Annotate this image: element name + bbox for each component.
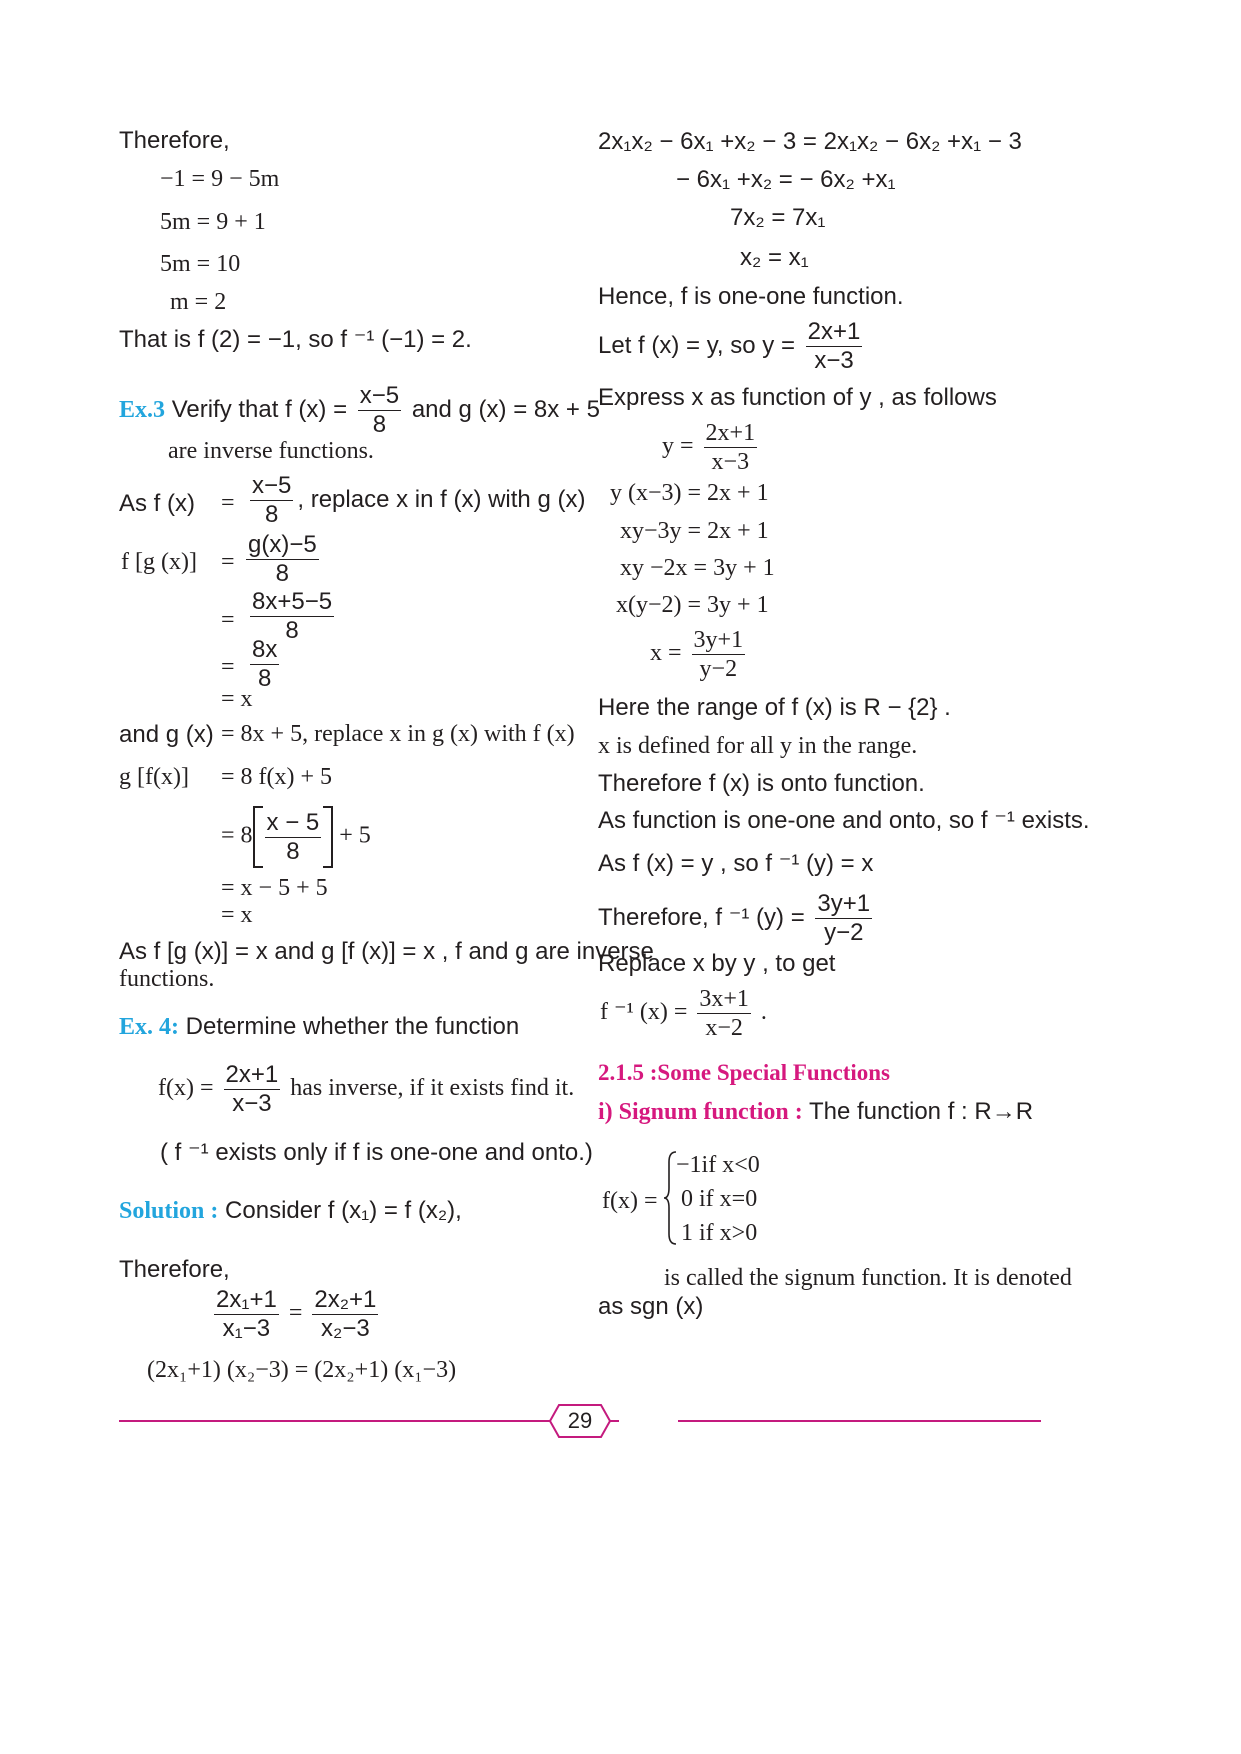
fraction-numerator: x−5 [359, 382, 400, 409]
fraction-denominator: 8 [258, 665, 272, 692]
equals-sign: = [221, 549, 235, 575]
solution-text: Consider f (x₁) = f (x₂), [225, 1197, 462, 1224]
therefore-text: Therefore, [119, 127, 230, 154]
gfx-label: g [f(x)] [119, 764, 189, 790]
expansion-line: 2x₁x₂ − 6x₁ +x₂ − 3 = 2x₁x₂ − 6x₂ +x₁ − 3 [598, 128, 1022, 155]
piecewise-fx: f(x) = [602, 1188, 658, 1214]
rhs-fraction [312, 1288, 378, 1341]
fraction-denominator: 8 [275, 560, 290, 587]
equals-sign: = [221, 490, 235, 516]
and-gx-rhs: = 8x + 5, replace x in g (x) with f (x) [221, 721, 575, 747]
ex3-label: Ex.3 [119, 396, 166, 423]
fraction-denominator: x−3 [711, 449, 750, 475]
gfx-step-fraction [265, 808, 322, 865]
ex3-fraction [358, 384, 401, 437]
exists-text: As function is one-one and onto, so f ⁻¹ exists. [598, 807, 1090, 834]
conclusion-line-b: functions. [119, 966, 215, 992]
fraction-numerator: 2x+1 [807, 318, 861, 345]
defined-text: x is defined for all y in the range. [598, 733, 918, 759]
y-equation [662, 421, 761, 474]
asfx-tail: , replace x in f (x) with g (x) [297, 485, 586, 513]
page-number-badge [549, 1404, 611, 1438]
equation-line: 5m = 10 [160, 251, 241, 277]
therefore-finv-fraction [815, 892, 872, 945]
inverse-note: ( f ⁻¹ exists only if f is one-one and onto.) [160, 1139, 593, 1166]
replace-text: Replace x by y , to get [598, 950, 836, 977]
equals-sign: = [221, 654, 235, 680]
equation-line: −1 = 9 − 5m [160, 166, 280, 192]
gfx-step-a: = 8 [221, 822, 253, 849]
fgx-label: f [g (x)] [121, 549, 197, 575]
solution-line [119, 1197, 462, 1226]
called-text-a: is called the signum function. It is denoted [664, 1265, 1072, 1291]
gfx-rhs: = 8 f(x) + 5 [221, 764, 333, 790]
onto-text: Therefore f (x) is onto function. [598, 770, 925, 797]
solve-step: y (x−3) = 2x + 1 [610, 480, 769, 506]
equation-line: 5m = 9 + 1 [160, 209, 266, 235]
ex4-text: Determine whether the function [185, 1013, 520, 1040]
let-line [598, 320, 866, 373]
fraction-denominator: x−3 [232, 1090, 272, 1117]
equal-fractions [210, 1288, 382, 1341]
expansion-line: − 6x₁ +x₂ = − 6x₂ +x₁ [676, 166, 896, 193]
fraction-numerator: x−5 [252, 472, 292, 499]
hence-text: Hence, f is one-one function. [598, 283, 904, 310]
finv-result-line [600, 987, 767, 1040]
fraction-denominator: x₁−3 [222, 1315, 271, 1342]
expansion-line: x₂ = x₁ [740, 244, 809, 271]
ex3-text-c: are inverse functions. [168, 438, 374, 464]
piecewise-case: 1 if x>0 [681, 1220, 758, 1246]
let-text: Let f (x) = y, so y = [598, 331, 795, 359]
fraction-numerator: 2x+1 [225, 1061, 279, 1088]
as-fx-label: As f (x) [119, 490, 195, 517]
fraction-numerator: 2x₁+1 [216, 1286, 277, 1313]
asfx-fraction [250, 474, 293, 527]
gfx-step-b: + 5 [339, 822, 371, 849]
fraction-denominator: 8 [265, 501, 279, 528]
gfx-bracket-step [221, 806, 371, 868]
page-number: 29 [567, 1408, 593, 1433]
cross-multiply: (2x₁+1) (x₂−3) = (2x₂+1) (x₁−3) [147, 1357, 457, 1383]
piecewise-case: −1if x<0 [676, 1152, 760, 1178]
fraction-numerator: 3x+1 [699, 986, 749, 1012]
range-text: Here the range of f (x) is R − {2} . [598, 694, 951, 721]
signum-line [598, 1098, 1033, 1127]
therefore-finv-line [598, 892, 876, 945]
fraction-numerator: 2x₂+1 [314, 1286, 377, 1313]
x-equation [650, 628, 749, 681]
fraction-numerator: 8x [252, 636, 278, 663]
fraction-denominator: 8 [372, 411, 387, 438]
fraction-numerator: 8x+5−5 [252, 588, 333, 615]
lhs-fraction [214, 1288, 279, 1341]
therefore-finv-text: Therefore, f ⁻¹ (y) = [598, 903, 805, 931]
fraction-numerator: g(x)−5 [248, 531, 317, 558]
step3-fraction [250, 638, 279, 691]
fraction-denominator: 8 [285, 617, 299, 644]
ex3-text-a: Verify that f (x) = [171, 395, 348, 423]
solution-label: Solution : [119, 1198, 219, 1224]
solve-step: xy−3y = 2x + 1 [620, 518, 769, 544]
fraction-denominator: 8 [286, 837, 300, 865]
as-fx-rhs [246, 474, 585, 527]
fraction-denominator: y−2 [824, 919, 864, 946]
fgx-fraction [246, 533, 319, 586]
ex3-text-b: and g (x) = 8x + 5 [411, 395, 600, 423]
piecewise-case: 0 if x=0 [681, 1186, 758, 1212]
ex3-statement [119, 384, 600, 437]
ex4-tail: has inverse, if it exists find it. [290, 1075, 575, 1102]
fraction-numerator: 3y+1 [693, 627, 744, 653]
solve-step: xy −2x = 3y + 1 [620, 555, 775, 581]
step4-text: = x [221, 686, 253, 712]
finv-dot: . [760, 999, 767, 1026]
finv-fraction [697, 987, 751, 1040]
bracket-left [253, 806, 263, 868]
signum-text: The function f : R→R [808, 1098, 1034, 1125]
fraction-denominator: x−2 [705, 1015, 743, 1041]
equals-sign: = [288, 1300, 303, 1327]
gfx-step3: = x [221, 902, 253, 928]
express-text: Express x as function of y , as follows [598, 384, 997, 411]
as-fy-text: As f (x) = y , so f ⁻¹ (y) = x [598, 850, 874, 877]
equals-sign: = [221, 607, 235, 633]
fraction-numerator: 3y+1 [817, 890, 871, 917]
footer-rule-left [119, 1420, 619, 1422]
x-fraction [692, 628, 746, 681]
fgx-fraction-wrap [242, 533, 323, 586]
fraction-numerator: 2x+1 [705, 420, 756, 446]
equation-line: m = 2 [170, 289, 227, 315]
fraction-denominator: x₂−3 [321, 1315, 370, 1342]
fraction-denominator: y−2 [699, 656, 738, 682]
finv-label: f ⁻¹ (x) = [600, 999, 688, 1026]
ex4-function [158, 1063, 574, 1116]
bracket-right [323, 806, 333, 868]
ex4-statement [119, 1013, 519, 1042]
y-eq-label: y = [662, 433, 694, 460]
and-gx-label: and g (x) [119, 721, 214, 748]
that-is-text: That is f (2) = −1, so f ⁻¹ (−1) = 2. [119, 326, 472, 353]
ex4-fx: f(x) = [158, 1075, 214, 1102]
gfx-step2: = x − 5 + 5 [221, 875, 328, 901]
step3-fraction-wrap [246, 638, 283, 691]
therefore-text: Therefore, [119, 1256, 230, 1283]
ex4-label: Ex. 4: [119, 1014, 179, 1040]
let-fraction [806, 320, 863, 373]
footer-rule-right [678, 1420, 1041, 1422]
conclusion-line-a: As f [g (x)] = x and g [f (x)] = x , f and g are inverse [119, 938, 654, 965]
fraction-denominator: x−3 [814, 347, 854, 374]
y-fraction [704, 421, 758, 474]
fraction-numerator: x − 5 [266, 808, 320, 836]
signum-label: i) Signum function : [598, 1099, 803, 1125]
called-text-b: as sgn (x) [598, 1293, 704, 1320]
section-heading: 2.1.5 :Some Special Functions [598, 1060, 890, 1085]
ex4-fraction [224, 1063, 281, 1116]
solve-step: x(y−2) = 3y + 1 [616, 592, 769, 618]
x-eq-label: x = [650, 640, 682, 667]
expansion-line: 7x₂ = 7x₁ [730, 204, 826, 231]
